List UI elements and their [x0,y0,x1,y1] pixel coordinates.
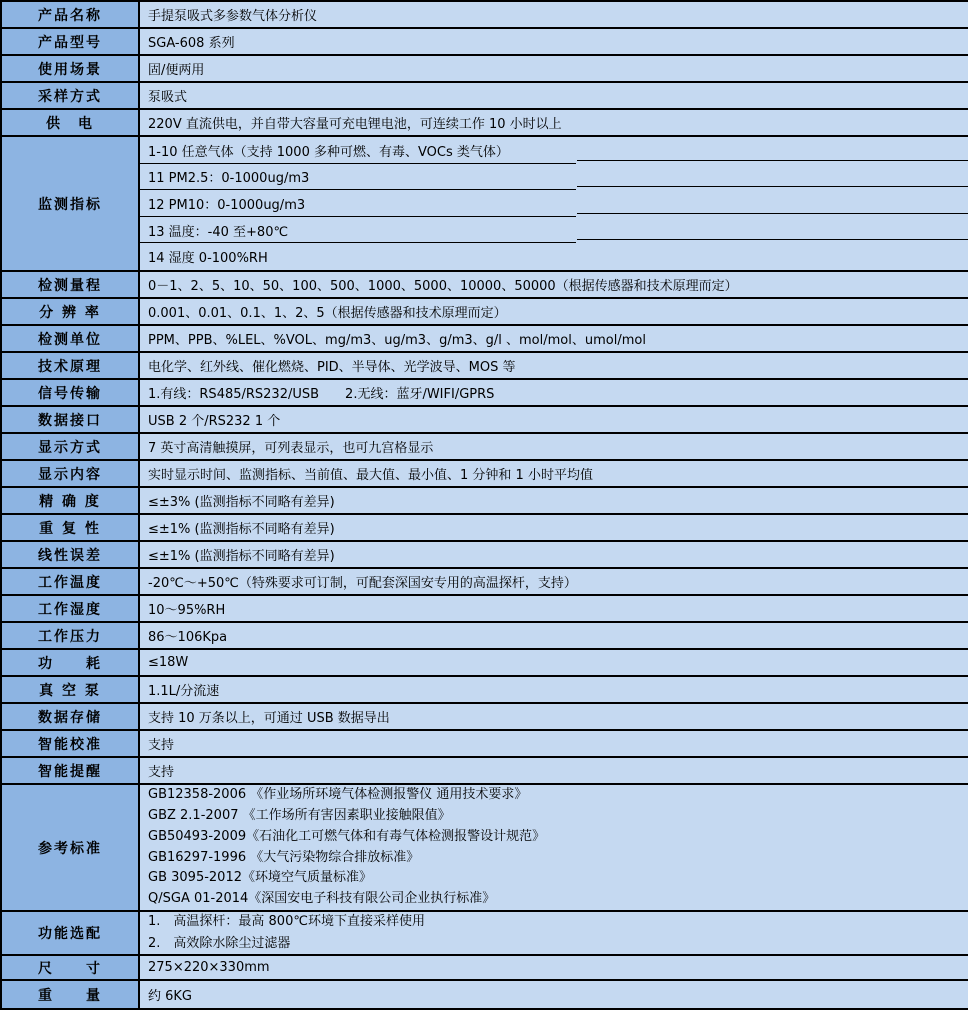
row-value: 电化学、红外线、催化燃烧、PID、半导体、光学波导、MOS 等 [140,353,968,378]
monitoring-indicator-item [140,190,968,217]
row-value: -20℃～+50℃（特殊要求可订制，可配套深国安专用的高温探杆，支持） [140,569,968,594]
reference-standard-item: GB16297-1996 《大气污染物综合排放标准》 [148,849,420,865]
row-value: ≤±1% (监测指标不同略有差异) [140,542,968,567]
row-value: 7 英寸高清触摸屏，可列表显示，也可九宫格显示 [140,434,968,459]
row-value: 10～95%RH [140,596,968,621]
row-label: 重 量 [2,981,140,1008]
row-value: 1.1L/分流速 [140,677,968,702]
reference-standard-item: GBZ 2.1-2007 《工作场所有害因素职业接触限值》 [148,807,451,823]
row-technical-principles [2,353,968,380]
row-power-supply [2,110,968,137]
row-dimensions [2,956,968,981]
row-working-pressure [2,623,968,650]
row-reference-standards [2,785,968,912]
row-label: 功能选配 [2,912,140,954]
row-label: 检测单位 [2,326,140,351]
row-data-interface [2,407,968,434]
row-label: 尺 寸 [2,956,140,979]
row-label: 显示方式 [2,434,140,459]
row-label: 供 电 [2,110,140,135]
monitoring-indicator-text: 1-10 任意气体（支持 1000 多种可燃、有毒、VOCs 类气体） [148,144,509,160]
optional-feature-item: 2. 高效除水除尘过滤器 [148,936,291,951]
row-value: USB 2 个/RS232 1 个 [140,407,968,432]
row-divider [577,213,968,214]
row-label: 真 空 泵 [2,677,140,702]
reference-standard-item: GB12358-2006 《作业场所环境气体检测报警仪 通用技术要求》 [148,787,528,803]
monitoring-indicator-text: 14 湿度 0-100%RH [148,251,268,267]
row-repeatability [2,515,968,542]
row-label: 数据接口 [2,407,140,432]
row-value: ≤±1% (监测指标不同略有差异) [140,515,968,540]
monitoring-indicator-item [140,137,968,164]
row-value: 220V 直流供电，并自带大容量可充电锂电池，可连续工作 10 小时以上 [140,110,968,135]
row-label: 功 耗 [2,650,140,675]
reference-standard-item: GB 3095-2012《环境空气质量标准》 [148,870,372,886]
row-label: 线性误差 [2,542,140,567]
row-value: 约 6KG [140,981,968,1008]
row-working-humidity [2,596,968,623]
row-label: 显示内容 [2,461,140,486]
monitoring-indicator-text: 13 温度：-40 至+80℃ [148,224,289,240]
row-label: 数据存储 [2,704,140,729]
row-value: 1.有线：RS485/RS232/USB 2.无线：蓝牙/WIFI/GPRS [140,380,968,405]
row-product-name [2,2,968,29]
row-label: 采样方式 [2,83,140,108]
row-value: 86～106Kpa [140,623,968,648]
row-smart-calibration [2,731,968,758]
row-divider [577,239,968,240]
row-value: 实时显示时间、监测指标、当前值、最大值、最小值、1 分钟和 1 小时平均值 [140,461,968,486]
row-monitoring-indicators [2,137,968,272]
monitoring-indicator-item [140,243,968,270]
row-usage-scenario [2,56,968,83]
row-value: 泵吸式 [140,83,968,108]
row-label: 信号传输 [2,380,140,405]
row-power-consumption [2,650,968,677]
row-working-temperature [2,569,968,596]
row-vacuum-pump [2,677,968,704]
monitoring-indicator-text: 11 PM2.5：0-1000ug/m3 [148,171,310,187]
row-display-content [2,461,968,488]
row-value: ≤18W [140,650,968,675]
row-resolution [2,299,968,326]
row-divider [577,160,968,161]
row-label: 产品名称 [2,2,140,27]
row-label: 工作温度 [2,569,140,594]
row-detection-range [2,272,968,299]
row-label: 参考标准 [2,785,140,910]
row-value: 支持 10 万条以上，可通过 USB 数据导出 [140,704,968,729]
row-value: 手提泵吸式多参数气体分析仪 [140,2,968,27]
row-value: 275×220×330mm [140,956,968,979]
row-label: 重 复 性 [2,515,140,540]
row-label: 监测指标 [2,137,140,270]
row-label: 分 辨 率 [2,299,140,324]
row-product-model [2,29,968,56]
row-accuracy [2,488,968,515]
row-label: 工作湿度 [2,596,140,621]
row-value: 0.001、0.01、0.1、1、2、5（根据传感器和技术原理而定） [140,299,968,324]
row-label: 产品型号 [2,29,140,54]
row-label: 智能提醒 [2,758,140,783]
row-value: 固/便两用 [140,56,968,81]
optional-feature-item: 1. 高温探杆：最高 800℃环境下直接采样使用 [148,914,425,929]
reference-standard-item: GB50493-2009《石油化工可燃气体和有毒气体检测报警设计规范》 [148,828,546,844]
row-label: 技术原理 [2,353,140,378]
row-display-mode [2,434,968,461]
row-label: 智能校准 [2,731,140,756]
row-value: SGA-608 系列 [140,29,968,54]
row-sampling-method [2,83,968,110]
reference-standard-list [140,785,968,910]
monitoring-indicator-text: 12 PM10：0-1000ug/m3 [148,197,306,213]
row-optional-features [2,912,968,956]
row-label: 工作压力 [2,623,140,648]
monitoring-indicator-item [140,217,968,244]
row-value: ≤±3% (监测指标不同略有差异) [140,488,968,513]
row-label: 检测量程 [2,272,140,297]
row-smart-reminder [2,758,968,785]
row-label: 精 确 度 [2,488,140,513]
monitoring-indicator-item [140,164,968,191]
reference-standard-item: Q/SGA 01-2014《深国安电子科技有限公司企业执行标准》 [148,891,496,907]
row-detection-units [2,326,968,353]
row-value: 支持 [140,731,968,756]
row-signal-transmission [2,380,968,407]
row-label: 使用场景 [2,56,140,81]
row-value: 支持 [140,758,968,783]
monitoring-indicator-list [140,137,968,270]
row-divider [577,186,968,187]
row-weight [2,981,968,1010]
optional-feature-list [140,912,968,954]
row-linearity-error [2,542,968,569]
row-value: 0－1、2、5、10、50、100、500、1000、5000、10000、50000（根据传感器和技术原理而定） [140,272,968,297]
row-value: PPM、PPB、%LEL、%VOL、mg/m3、ug/m3、g/m3、g/l 、mol/mol、umol/mol [140,326,968,351]
row-data-storage [2,704,968,731]
